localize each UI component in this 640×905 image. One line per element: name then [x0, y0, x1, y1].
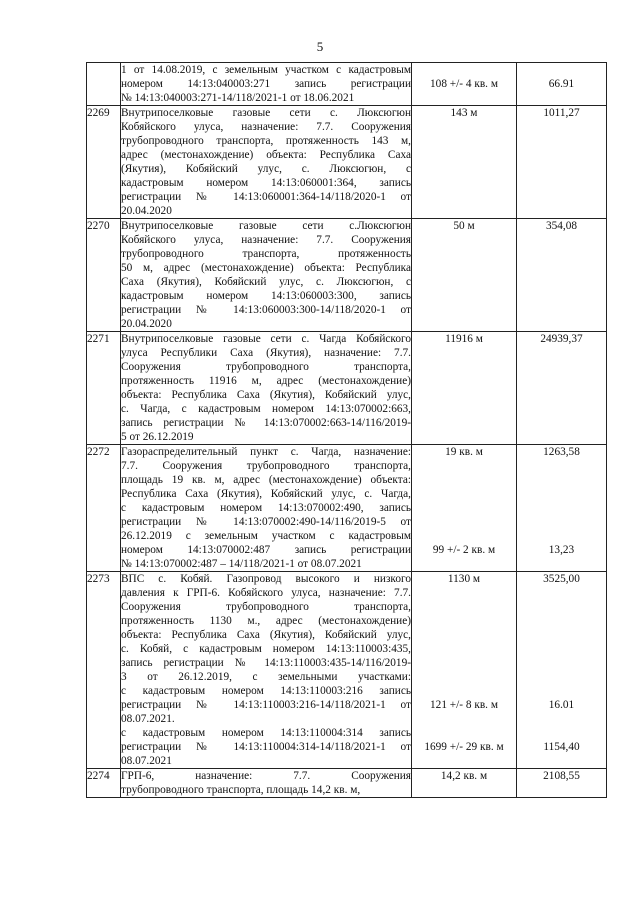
- cost-cell: [517, 769, 607, 798]
- object-description: [121, 63, 412, 106]
- description-line: трубопроводного транспорта, протяженность 143 м,: [121, 135, 411, 147]
- cost-cell: [517, 572, 607, 769]
- area-value: 121 +/- 8 кв. м: [430, 699, 498, 711]
- description-line: Кобяйского улуса, назначение: 7.7. Сооружения: [121, 234, 411, 246]
- area-value: [412, 459, 516, 473]
- description-line: регистрации № 14:13:070002:490-14/116/2019-5 от: [121, 516, 411, 528]
- cost-cell: [517, 63, 607, 106]
- description-line: давления к ГРП-6. Кобяйского улуса, назначение: 7.7.: [121, 587, 411, 599]
- description-line: номером 14:13:070002:487 запись регистрации: [121, 544, 411, 556]
- description-line: Внутрипоселковые газовые сети с.Люксюгюн: [121, 220, 411, 232]
- description-line: протяженность 1130 м., адрес (местонахождение): [121, 615, 411, 627]
- row-number: 2272: [87, 445, 121, 572]
- area-value: 99 +/- 2 кв. м: [432, 544, 496, 556]
- description-line: кадастровым номером 14:13:060003:300, запись: [121, 290, 411, 302]
- description-line: 08.07.2021: [121, 755, 172, 767]
- table-row: [87, 572, 607, 769]
- area-cell: [412, 769, 517, 798]
- description-line: с кадастровым номером 14:13:070002:490, запись: [121, 502, 411, 514]
- table-row: [87, 219, 607, 332]
- cost-value: [517, 670, 606, 684]
- area-value: [412, 501, 516, 515]
- description-line: регистрации № 14:13:110003:216-14/118/2021-1 от: [121, 699, 411, 711]
- property-table: [86, 62, 607, 798]
- area-value: 1699 +/- 29 кв. м: [424, 741, 504, 753]
- area-value: 14,2 кв. м: [440, 770, 488, 782]
- area-cell: [412, 219, 517, 332]
- cost-value: 1263,58: [543, 446, 580, 458]
- table-row: [87, 63, 607, 106]
- description-line: 1 от 14.08.2019, с земельным участком с кадастровым: [121, 64, 411, 76]
- description-line: регистрации № 14:13:060001:364-14/118/2020-1 от: [121, 191, 411, 203]
- description-line: протяженность 11916 м, адрес (местонахождение): [121, 375, 411, 387]
- description-line: 26.12.2019 с земельным участком с кадастровым: [121, 530, 411, 542]
- area-value: 50 м: [453, 220, 475, 232]
- object-description: [121, 769, 412, 798]
- area-value: [412, 726, 516, 740]
- description-line: объекта: Республика Саха (Якутия), Кобяйский улус,: [121, 629, 411, 641]
- description-line: Саха (Якутия), Кобяйский улус, с. Люксюгюн, с: [121, 276, 411, 288]
- description-line: с кадастровым номером 14:13:110004:314 запись: [121, 727, 411, 739]
- area-value: 143 м: [450, 107, 478, 119]
- cost-cell: [517, 219, 607, 332]
- area-value: 108 +/- 4 кв. м: [430, 78, 498, 90]
- area-cell: [412, 445, 517, 572]
- cost-cell: [517, 445, 607, 572]
- area-value: 11916 м: [445, 333, 483, 345]
- description-line: (Якутия), Кобяйский улус, с. Люксюгюн, с: [121, 163, 411, 175]
- cost-value: 16.01: [548, 699, 575, 711]
- table-row: [87, 332, 607, 445]
- cost-cell: [517, 332, 607, 445]
- page-number: 5: [316, 39, 324, 54]
- area-value: [412, 642, 516, 656]
- cost-value: [517, 63, 606, 77]
- description-line: ГРП-6, назначение: 7.7. Сооружения: [121, 770, 411, 782]
- area-value: 19 кв. м: [445, 446, 483, 458]
- description-line: трубопроводного транспорта, протяженность: [121, 248, 411, 260]
- description-line: 20.04.2020: [121, 318, 172, 330]
- area-value: [412, 628, 516, 642]
- cost-cell: [517, 106, 607, 219]
- cost-value: [517, 473, 606, 487]
- row-number: [87, 63, 121, 106]
- cost-value: 66.91: [548, 78, 575, 90]
- area-value: [412, 656, 516, 670]
- description-line: 3 от 26.12.2019, с земельными участками:: [121, 671, 411, 683]
- description-line: адрес (местонахождение) объекта: Республика Саха: [121, 149, 411, 161]
- object-description: [121, 219, 412, 332]
- area-value: [412, 487, 516, 501]
- area-value: [412, 670, 516, 684]
- description-line: Сооружения трубопроводного транспорта,: [121, 361, 411, 373]
- cost-value: 1011,27: [543, 107, 580, 119]
- table-row: [87, 106, 607, 219]
- cost-value: [517, 600, 606, 614]
- area-cell: [412, 106, 517, 219]
- description-line: Кобяйского улуса, назначение: 7.7. Сооружения: [121, 121, 411, 133]
- object-description: [121, 106, 412, 219]
- description-line: ВПС с. Кобяй. Газопровод высокого и низкого: [121, 573, 411, 585]
- cost-value: 354,08: [545, 220, 578, 232]
- cost-value: 1154,40: [543, 741, 580, 753]
- description-line: № 14:13:040003:271-14/118/2021-1 от 18.06.2021: [121, 92, 355, 104]
- area-value: [412, 586, 516, 600]
- cost-value: [517, 712, 606, 726]
- area-value: [412, 63, 516, 77]
- cost-value: 3525,00: [543, 573, 580, 585]
- row-number: 2269: [87, 106, 121, 219]
- area-cell: [412, 572, 517, 769]
- area-cell: [412, 332, 517, 445]
- property-table-body: [87, 63, 607, 798]
- row-number: 2273: [87, 572, 121, 769]
- cost-value: [517, 529, 606, 543]
- description-line: Республика Саха (Якутия), Кобяйский улус, с. Чагда,: [121, 488, 411, 500]
- area-value: [412, 684, 516, 698]
- object-description: [121, 332, 412, 445]
- description-line: 08.07.2021.: [121, 713, 175, 725]
- row-number: 2271: [87, 332, 121, 445]
- cost-value: [517, 726, 606, 740]
- area-value: 1130 м: [447, 573, 481, 585]
- description-line: Газораспределительный пункт с. Чагда, назначение:: [121, 446, 411, 458]
- area-value: [412, 614, 516, 628]
- description-line: Внутрипоселковые газовые сети с. Чагда Кобяйского: [121, 333, 411, 345]
- description-line: регистрации № 14:13:110004:314-14/118/2021-1 от: [121, 741, 411, 753]
- row-number: 2274: [87, 769, 121, 798]
- cost-value: 2108,55: [543, 770, 580, 782]
- area-value: [412, 473, 516, 487]
- row-number: 2270: [87, 219, 121, 332]
- description-line: с кадастровым номером 14:13:110003:216 запись: [121, 685, 411, 697]
- description-line: улуса Республики Саха (Якутия), назначение: 7.7.: [121, 347, 411, 359]
- area-value: [412, 712, 516, 726]
- cost-value: [517, 628, 606, 642]
- cost-value: 24939,37: [540, 333, 583, 345]
- area-value: [412, 515, 516, 529]
- cost-value: [517, 487, 606, 501]
- cost-value: 13,23: [548, 544, 575, 556]
- cost-value: [517, 642, 606, 656]
- description-line: 20.04.2020: [121, 205, 172, 217]
- description-line: номером 14:13:040003:271 запись регистрации: [121, 78, 411, 90]
- description-line: площадь 19 кв. м, адрес (местонахождение) объекта:: [121, 474, 411, 486]
- description-line: № 14:13:070002:487 – 14/118/2021-1 от 08.07.2021: [121, 558, 362, 570]
- cost-value: [517, 586, 606, 600]
- description-line: объекта: Республика Саха (Якутия), Кобяйский улус,: [121, 389, 411, 401]
- cost-value: [517, 459, 606, 473]
- description-line: с. Кобяй, с кадастровым номером 14:13:110003:435,: [121, 643, 411, 655]
- cost-value: [517, 684, 606, 698]
- description-line: 7.7. Сооружения трубопроводного транспорта,: [121, 460, 411, 472]
- object-description: [121, 445, 412, 572]
- cost-value: [517, 515, 606, 529]
- description-line: 5 от 26.12.2019: [121, 431, 194, 443]
- description-line: Внутрипоселковые газовые сети с. Люксюгюн: [121, 107, 411, 119]
- description-line: кадастровым номером 14:13:060001:364, запись: [121, 177, 411, 189]
- description-line: запись регистрации № 14:13:070002:663-14/116/2019-: [121, 417, 411, 429]
- description-line: трубопроводного транспорта, площадь 14,2 кв. м,: [121, 784, 361, 796]
- cost-value: [517, 614, 606, 628]
- description-line: регистрации № 14:13:060003:300-14/118/2020-1 от: [121, 304, 411, 316]
- cost-value: [517, 501, 606, 515]
- area-cell: [412, 63, 517, 106]
- area-value: [412, 529, 516, 543]
- description-line: с. Чагда, с кадастровым номером 14:13:070002:663,: [121, 403, 411, 415]
- object-description: [121, 572, 412, 769]
- table-row: [87, 769, 607, 798]
- description-line: запись регистрации № 14:13:110003:435-14/116/2019-: [121, 657, 411, 669]
- description-line: Сооружения трубопроводного транспорта,: [121, 601, 411, 613]
- table-row: [87, 445, 607, 572]
- description-line: 50 м, адрес (местонахождение) объекта: Республика: [121, 262, 411, 274]
- area-value: [412, 600, 516, 614]
- cost-value: [517, 656, 606, 670]
